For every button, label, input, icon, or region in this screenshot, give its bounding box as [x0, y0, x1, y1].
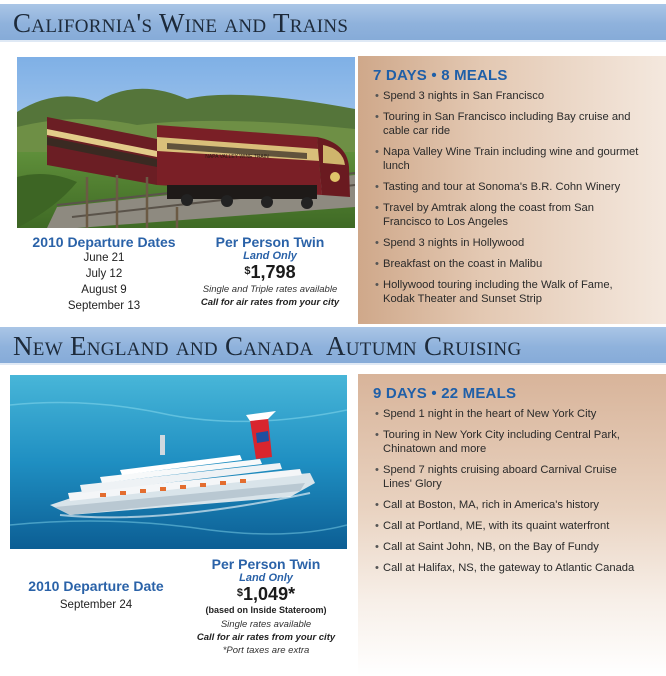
departure-date: August 9	[81, 284, 127, 296]
section1-dates-heading: 2010 Departure Dates	[32, 234, 176, 250]
section2-dates-heading: 2010 Departure Date	[28, 578, 164, 594]
section2-itinerary-list	[358, 402, 666, 575]
section2-title: New England and Canada Autumn Cruising	[13, 331, 522, 361]
section1-days-meals: 7 DAYS • 8 MEALS	[373, 67, 508, 84]
section2-price	[186, 584, 346, 605]
list-item: • Hollywood touring including the Walk of Fame, Kodak Theater and Sunset Strip	[375, 278, 645, 306]
section2-days-meals: 9 DAYS • 22 MEALS	[373, 385, 517, 402]
list-item: • Travel by Amtrak along the coast from San Francisco to Los Angeles	[375, 201, 645, 229]
section1-title: California's Wine and Trains	[13, 8, 349, 38]
section1-price	[190, 262, 350, 283]
section2-currency: $	[236, 587, 244, 599]
section1-price-block	[190, 234, 350, 309]
departure-date: September 24	[59, 599, 133, 611]
section2-banner	[0, 327, 666, 365]
section2-tax-note: *Port taxes are extra	[222, 645, 310, 656]
list-item: • Napa Valley Wine Train including wine and gourmet lunch	[375, 145, 645, 173]
section1-land-only: Land Only	[243, 250, 297, 262]
departure-date: July 12	[85, 268, 123, 280]
section1-banner	[0, 4, 666, 42]
section1-itinerary-list	[358, 84, 666, 306]
list-item: • Call at Saint John, NB, on the Bay of Fundy	[375, 540, 645, 554]
list-item: • Spend 7 nights cruising aboard Carnival Cruise Lines' Glory	[375, 463, 645, 491]
list-item: • Tasting and tour at Sonoma's B.R. Cohn Winery	[375, 180, 645, 194]
section2-price-value: 1,049*	[243, 584, 296, 604]
list-item: • Spend 3 nights in Hollywood	[375, 236, 645, 250]
section1-air-note: Call for air rates from your city	[200, 297, 340, 308]
list-item: • Spend 1 night in the heart of New York City	[375, 407, 645, 421]
section2-air-note: Call for air rates from your city	[196, 632, 336, 643]
section2-price-basis: (based on Inside Stateroom)	[205, 605, 327, 615]
list-item: • Call at Boston, MA, rich in America's history	[375, 498, 645, 512]
list-item: • Spend 3 nights in San Francisco	[375, 89, 645, 103]
list-item: • Breakfast on the coast in Malibu	[375, 257, 645, 271]
section1-currency: $	[244, 265, 251, 277]
section2-price-block	[186, 556, 346, 657]
section2-itinerary-panel	[358, 374, 666, 676]
list-item: • Call at Portland, ME, with its quaint waterfront	[375, 519, 645, 533]
train-photo	[17, 57, 355, 228]
departure-date: June 21	[83, 252, 125, 264]
section1-price-heading: Per Person Twin	[215, 234, 325, 250]
section2-rates-note: Single rates available	[220, 619, 312, 630]
section1-departure-dates	[22, 234, 186, 314]
list-item: • Call at Halifax, NS, the gateway to Atlantic Canada	[375, 561, 645, 575]
departure-date: September 13	[67, 300, 141, 312]
section1-rates-note: Single and Triple rates available	[202, 284, 338, 295]
list-item: • Touring in New York City including Central Park, Chinatown and more	[375, 428, 645, 456]
cruise-ship-photo	[10, 375, 347, 549]
section2-price-heading: Per Person Twin	[211, 556, 321, 572]
section1-price-value: 1,798	[250, 262, 296, 282]
list-item: • Touring in San Francisco including Bay cruise and cable car ride	[375, 110, 645, 138]
section2-land-only: Land Only	[239, 572, 293, 584]
train-sign-text: NAPA VALLEY WINE TRAIN	[205, 154, 269, 160]
section1-itinerary-panel	[358, 56, 666, 324]
section2-departure-dates	[14, 578, 178, 613]
